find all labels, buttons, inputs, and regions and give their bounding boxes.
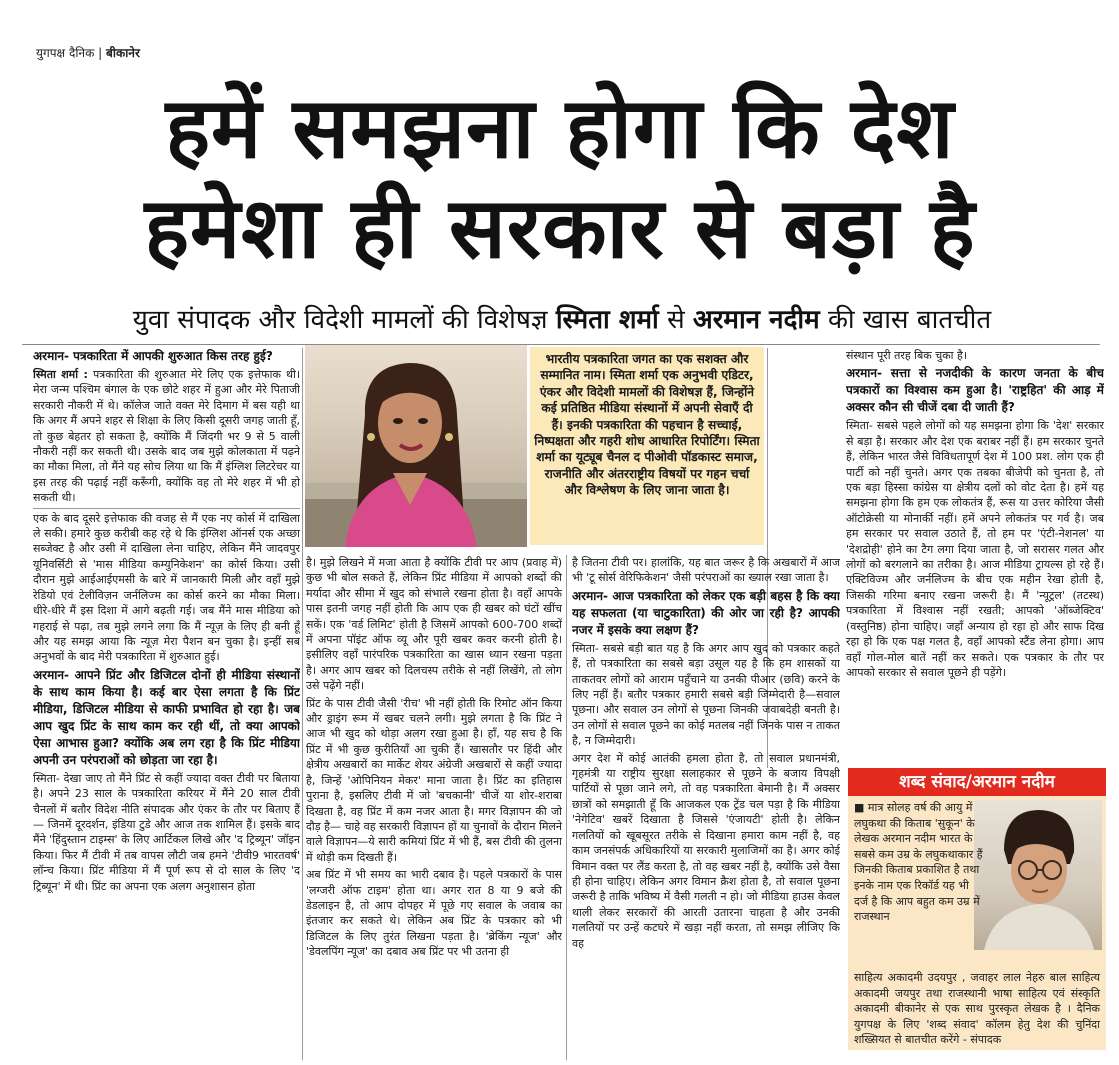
deck-post: की खास बातचीत xyxy=(827,305,992,335)
question-4: अरमान- सत्ता से नजदीकी के कारण जनता के बीच पत्रकारों का विश्वास कम हुआ है। 'राष्ट्रहित' की आड़ में अक्सर कौन सी चीजें दबा दी जाती हैं? xyxy=(846,366,1104,415)
deck-name-1: स्मिता शर्मा xyxy=(555,305,659,335)
deck xyxy=(22,300,1102,340)
author-bio-2: साहित्य अकादमी उदयपुर , जवाहर लाल नेहरु बाल साहित्य अकादमी जयपुर तथा राजस्थानी भाषा साहित्य एवं संस्कृति अकादमी बीकानेर से एक साथ पुरस्कृत लेखक है । दैनिक युगपक्ष के लिए 'शब्द संवाद' कॉलम हेतु देश की चुनिंदा शख्सियत से बातचीत करेंगे - संपादक xyxy=(854,971,1100,1047)
column-divider-1 xyxy=(302,348,303,1060)
answer-3: स्मिता- सबसे बड़ी बात यह है कि अगर आप खुद को पत्रकार कहते हैं, तो पत्रकारिता का सबसे बड़ा उसूल यह है कि हम शासकों या ताकतवर लोगों को आराम पहुँचाने या उनकी पीआर (छवि) करने के लिए नहीं हैं। बतौर पत्रकार हमारी सबसे बड़ी जिम्मेदारी है—सवाल पूछना। और सवाल उन लोगों से पूछना जिनकी जवाबदेही बनती है। उन लोगों से सवाल पूछने का कोई मतलब नहीं जिनके पास न ताकत है, न जिम्मेदारी। xyxy=(572,641,840,748)
column-3 xyxy=(572,555,840,1060)
column-divider-2 xyxy=(566,555,567,1060)
author-box-heading: शब्द संवाद/अरमान नदीम xyxy=(848,768,1106,796)
paper-name: युगपक्ष दैनिक xyxy=(36,46,95,60)
answer-1b: एक के बाद दूसरे इत्तेफाक की वजह से मैं एक नए कोर्स में दाखिला ले सकी। हमारे कुछ करीबी कह रहे थे कि इंग्लिश ऑनर्स एक अच्छा सब्जेक्ट है और उसी में दाखिला लेना चाहिए, लेकिन मैंने जादवपुर यूनिवर्सिटी से 'मास मीडिया कम्युनिकेशन' का कोर्स किया। उसी दौरान मुझे आईआईएमसी के बारे में जानकारी मिली और वहाँ मुझे रेडियो एवं टेलीविज़न जर्नलिज्म का कोर्स करने का मौका मिला। धीरे-धीरे मैं इस दिशा में आगे बढ़ती गई। जब मैंने मास मीडिया को गहराई से पढ़ा, तब मुझे लगने लगा कि मैं न्यूज़ के लिए ही बनी हूँ और यह समझ आया कि न्यूज़ मेरा पैशन बन चुका है। इन्हीं सब अनुभवों के बाद मेरी पत्रकारिता में शुरुआत हुई। xyxy=(33,508,300,665)
column-1 xyxy=(33,348,300,1060)
answer-3b: अगर देश में कोई आतंकी हमला होता है, तो सवाल प्रधानमंत्री, गृहमंत्री या राष्ट्रीय सुरक्षा सलाहकार से पूछने के बजाय विपक्षी पार्टियों से पूछा जाने लगे, तो वह पत्रकारिता बेमानी है। मैं अक्सर छात्रों को समझाती हूँ कि आजकल एक ट्रेंड चल पड़ा है कि मीडिया 'नेगेटिव' खबरें दिखाता है जिससे 'एंजायटी' होती है। लेकिन गलतियों को खूबसूरत तरीके से दिखाना हमारा काम नहीं है, वह काम जनसंपर्क अधिकारियों या सरकारी मुलाजिमों का है। अगर कोई विमान वक्त पर लैंड करता है, तो वह खबर नहीं है, क्योंकि उसे वैसा ही होना चाहिए। लेकिन अगर विमान क्रैश होता है, तो सवाल पूछना जरूरी है ताकि भविष्य में वैसी गलती न हो। जो मीडिया हाउस केवल थाली लेकर सरकारों की आरती उतारना चाहता है और उनकी गलतियों पर उन्हें कटघरे में खड़ा नहीं करता, तो समझ लीजिए कि वह xyxy=(572,751,840,950)
column-2 xyxy=(306,555,562,1060)
column-2-para-3: अब प्रिंट में भी समय का भारी दबाव है। पहले पत्रकारों के पास 'लग्जरी ऑफ टाइम' होता था। अगर रात 8 या 9 बजे की डेडलाइन है, तो आप दोपहर में पूछे गए सवाल के जवाब का इंतजार कर सकते थे। लेकिन अब प्रिंट के पत्रकार को भी डिजिटल के लिए तुरंत लिखना पड़ता है। 'ब्रेकिंग न्यूज' और 'डेवलपिंग न्यूज' का दबाव अब प्रिंट पर भी उतना ही xyxy=(306,868,562,959)
column-4-para-1: संस्थान पूरी तरह बिक चुका है। xyxy=(846,349,968,362)
answer-4: स्मिता- सबसे पहले लोगों को यह समझना होगा कि 'देश' सरकार से बड़ा है। सरकार और देश एक बराबर नहीं हैं। हम सरकार चुनते हैं, लेकिन भारत जैसे विविधतापूर्ण देश में 100 प्रश. लोग एक ही पार्टी को नहीं चुनते। अगर एक तबका बीजेपी को चुनता है, तो एक बड़ा हिस्सा कांग्रेस या क्षेत्रीय दलों को वोट देता है। हमें यह समझना होगा कि हम एक लोकतंत्र हैं, रूस या उत्तर कोरिया जैसी ऑटोक्रेसी या मोनार्की नहीं। हमें अपने लोकतंत्र पर गर्व है। जब हम सरकार पर सवाल उठाते हैं, तो हम पर 'एंटी-नेशनल' या 'देशद्रोही' होने का टैग लगा दिया जाता है, जो सरासर गलत और लोगों को बरगलाने का तरीका है। आज मीडिया ट्रायल्स हो रहे हैं। एक्टिविज्म और जर्नलिज्म के बीच एक महीन रेखा होती है, जिसकी गरिमा बनाए रखना जरूरी है। मैं 'न्यूट्रल' (तटस्थ) पत्रकारिता में विश्वास नहीं रखती; आपको 'ऑब्जेक्टिव' (वस्तुनिष्ठ) होना चाहिए। जहाँ अन्याय हो रहा हो और साफ दिख रहा हो कि एक पक्ष गलत है, वहाँ आपको स्टैंड लेना होगा। आप वहाँ गोल-मोल बातें नहीं कर सकते। एक पत्रकार के तौर पर आपको सरकार से सवाल पूछने ही पड़ेंगे। xyxy=(846,419,1104,679)
deck-pre: युवा संपादक और विदेशी मामलों की विशेषज्ञ xyxy=(132,305,548,335)
deck-mid: से xyxy=(667,305,685,335)
question-3: अरमान- आज पत्रकारिता को लेकर एक बड़ी बहस है कि क्या यह सफलता (या चाटुकारिता) की ओर जा रही है? आपकी नजर में इसके क्या लक्षण हैं? xyxy=(572,588,840,637)
headline-line-1: हमें समझना होगा कि देश xyxy=(165,78,955,177)
deck-rule xyxy=(22,344,1100,345)
answer-2: स्मिता- देखा जाए तो मैंने प्रिंट से कहीं ज्यादा वक्त टीवी पर बिताया है। अपने 23 साल के पत्रकारिता करियर में मैंने 20 साल टीवी चैनलों में बतौर विदेश नीति संपादक और एंकर के तौर पर बिताए हैं— जिनमें दूरदर्शन, इंडिया टुडे और आज तक शामिल हैं। इसके बाद मैंने 'हिंदुस्तान टाइम्स' के लिए आर्टिकल लिखे और 'द ट्रिब्यून' जॉइन किया। फिर मैं टीवी में तब वापस लौटी जब हमने 'टीवी9 भारतवर्ष' लॉन्च किया। प्रिंट मीडिया में मैं पूर्ण रूप से दो साल के लिए 'द ट्रिब्यून' में थी। प्रिंट का अपना एक अलग अनुशासन होता xyxy=(33,771,300,893)
masthead xyxy=(36,44,140,61)
column-3-para-1: है जितना टीवी पर। हालांकि, यह बात जरूर है कि अखबारों में आज भी 'टू सोर्स वेरिफिकेशन' जैसी परंपराओं का ख्याल रखा जाता है। xyxy=(572,556,840,585)
city-name: बीकानेर xyxy=(106,46,140,60)
question-2: अरमान- आपने प्रिंट और डिजिटल दोनों ही मीडिया संस्थानों के साथ काम किया है। कई बार ऐसा लगता है कि प्रिंट मीडिया, डिजिटल मीडिया से काफी प्रभावित हो रहा है। जब आप खुद प्रिंट के साथ काम कर रही थीं, तो क्या आपको ऐसा आभास हुआ? क्योंकि अब लग रहा है कि प्रिंट मीडिया अपनी उन परंपराओं को छोड़ता जा रहा है। xyxy=(33,667,300,767)
column-4 xyxy=(846,348,1104,762)
answer-1: पत्रकारिता की शुरुआत मेरे लिए एक इत्तेफाक थी। मेरा जन्म पश्चिम बंगाल के एक छोटे शहर में हुआ और मेरे पिताजी सरकारी नौकरी में थे। कॉलेज जाते वक्त मेरे दिमाग में बस यही था कि अगर मैं अपने शहर से शिक्षा के लिए किसी दूसरी जगह जाती हूँ, तो कुछ बेहतर हो सकता है, क्योंकि मैं जिंदगी भर 9 से 5 वाली नौकरी नहीं कर सकती थी। उसके बाद जब मुझे कोलकाता में पढ़ने का मौका मिला, तो मैंने यह सोच लिया था कि मैं इंग्लिश लिटरेचर या इस तरह की पढ़ाई नहीं करूँगी, क्योंकि वह तो मेरे शहर में भी हो सकती थी। xyxy=(33,368,300,505)
deck-name-2: अरमान नदीम xyxy=(692,305,820,335)
masthead-separator: | xyxy=(98,46,103,60)
author-bio-1: ■ मात्र सोलह वर्ष की आयु में लघुकथा की किताब 'सुकून' के लेखक अरमान नदीम भारत के सबसे कम उम्र के लघुकथाकार हैं जिनकी किताब प्रकाशित है तथा इनके नाम एक रिकॉर्ड यह भी दर्ज है कि आप बहुत कम उम्र में राजस्थान xyxy=(854,801,983,924)
column-2-para-1: है। मुझे लिखने में मजा आता है क्योंकि टीवी पर आप (प्रवाह में) कुछ भी बोल सकते हैं, लेकिन प्रिंट मीडिया में आपको शब्दों की मर्यादा और सीमा में खुद को संभाले रखना होता है। वहाँ आपके पास इतनी जगह नहीं होती कि आप एक ही खबर को घंटों खींच सकें। एक 'वर्ड लिमिट' होती है जिसमें आपको 600-700 शब्दों में अपना पॉइंट ऑफ व्यू और पूरी खबर कवर करनी होती है। इसीलिए वहाँ पारंपरिक पत्रकारिता का खास ध्यान रखना पड़ता है। अगर आप खबर को दिलचस्प तरीके से नहीं लिखेंगे, तो लोग उसे पढ़ेंगे नहीं। xyxy=(306,556,562,693)
headline-line-2: हमेशा ही सरकार से बड़ा है xyxy=(144,178,976,277)
author-photo xyxy=(974,800,1102,950)
interviewee-photo xyxy=(305,345,527,547)
column-2-para-2: प्रिंट के पास टीवी जैसी 'रीच' भी नहीं होती कि रिमोट ऑन किया और ड्राइंग रूम में खबर चलने लगी। मुझे लगता है कि प्रिंट ने आज भी खुद को थोड़ा अलग रखा हुआ है। हाँ, यह सच है कि प्रिंट में भी कुछ कुरीतियाँ आ चुकी हैं। खासतौर पर हिंदी और क्षेत्रीय अखबारों का मार्केट शेयर अंग्रेजी अखबारों से कहीं ज्यादा है, जिन्हें 'ओपिनियन मेकर' माना जाता है। प्रिंट का इतिहास पुराना है, इसलिए टीवी में जो 'बचकानी' चीजें या शोर-शराबा दिखता है, वह प्रिंट में कम नजर आता है। मगर विज्ञापन की जो दौड़ है— चाहे वह सरकारी विज्ञापन हों या चुनावों के दौरान मिलने वाले विज्ञापन—ये सारी कमियां प्रिंट में भी हैं, बस टीवी की तुलना में थोड़ी कम दिखती हैं। xyxy=(306,696,562,864)
portrait-illustration xyxy=(305,345,527,547)
intro-box: भारतीय पत्रकारिता जगत का एक सशक्त और सम्मानित नाम। स्मिता शर्मा एक अनुभवी एडिटर, एंकर और विदेशी मामलों की विशेषज्ञ हैं, जिन्होंने कई प्रतिष्ठित मीडिया संस्थानों में अपनी सेवाएँ दी हैं। इनकी पत्रकारिता की पहचान है सच्चाई, निष्पक्षता और गहरी शोध आधारित रिपोर्टिंग। स्मिता शर्मा का यूट्यूब चैनल द पीओवी पॉडकास्ट समाज, राजनीति और अंतरराष्ट्रीय विषयों पर गहन चर्चा और विश्लेषण के लिए जाना जाता है। xyxy=(530,347,764,545)
question-1: अरमान- पत्रकारिता में आपकी शुरुआत किस तरह हुई? xyxy=(33,349,273,363)
answer-1-label: स्मिता शर्मा : xyxy=(33,368,88,381)
author-portrait-illustration xyxy=(974,800,1102,950)
